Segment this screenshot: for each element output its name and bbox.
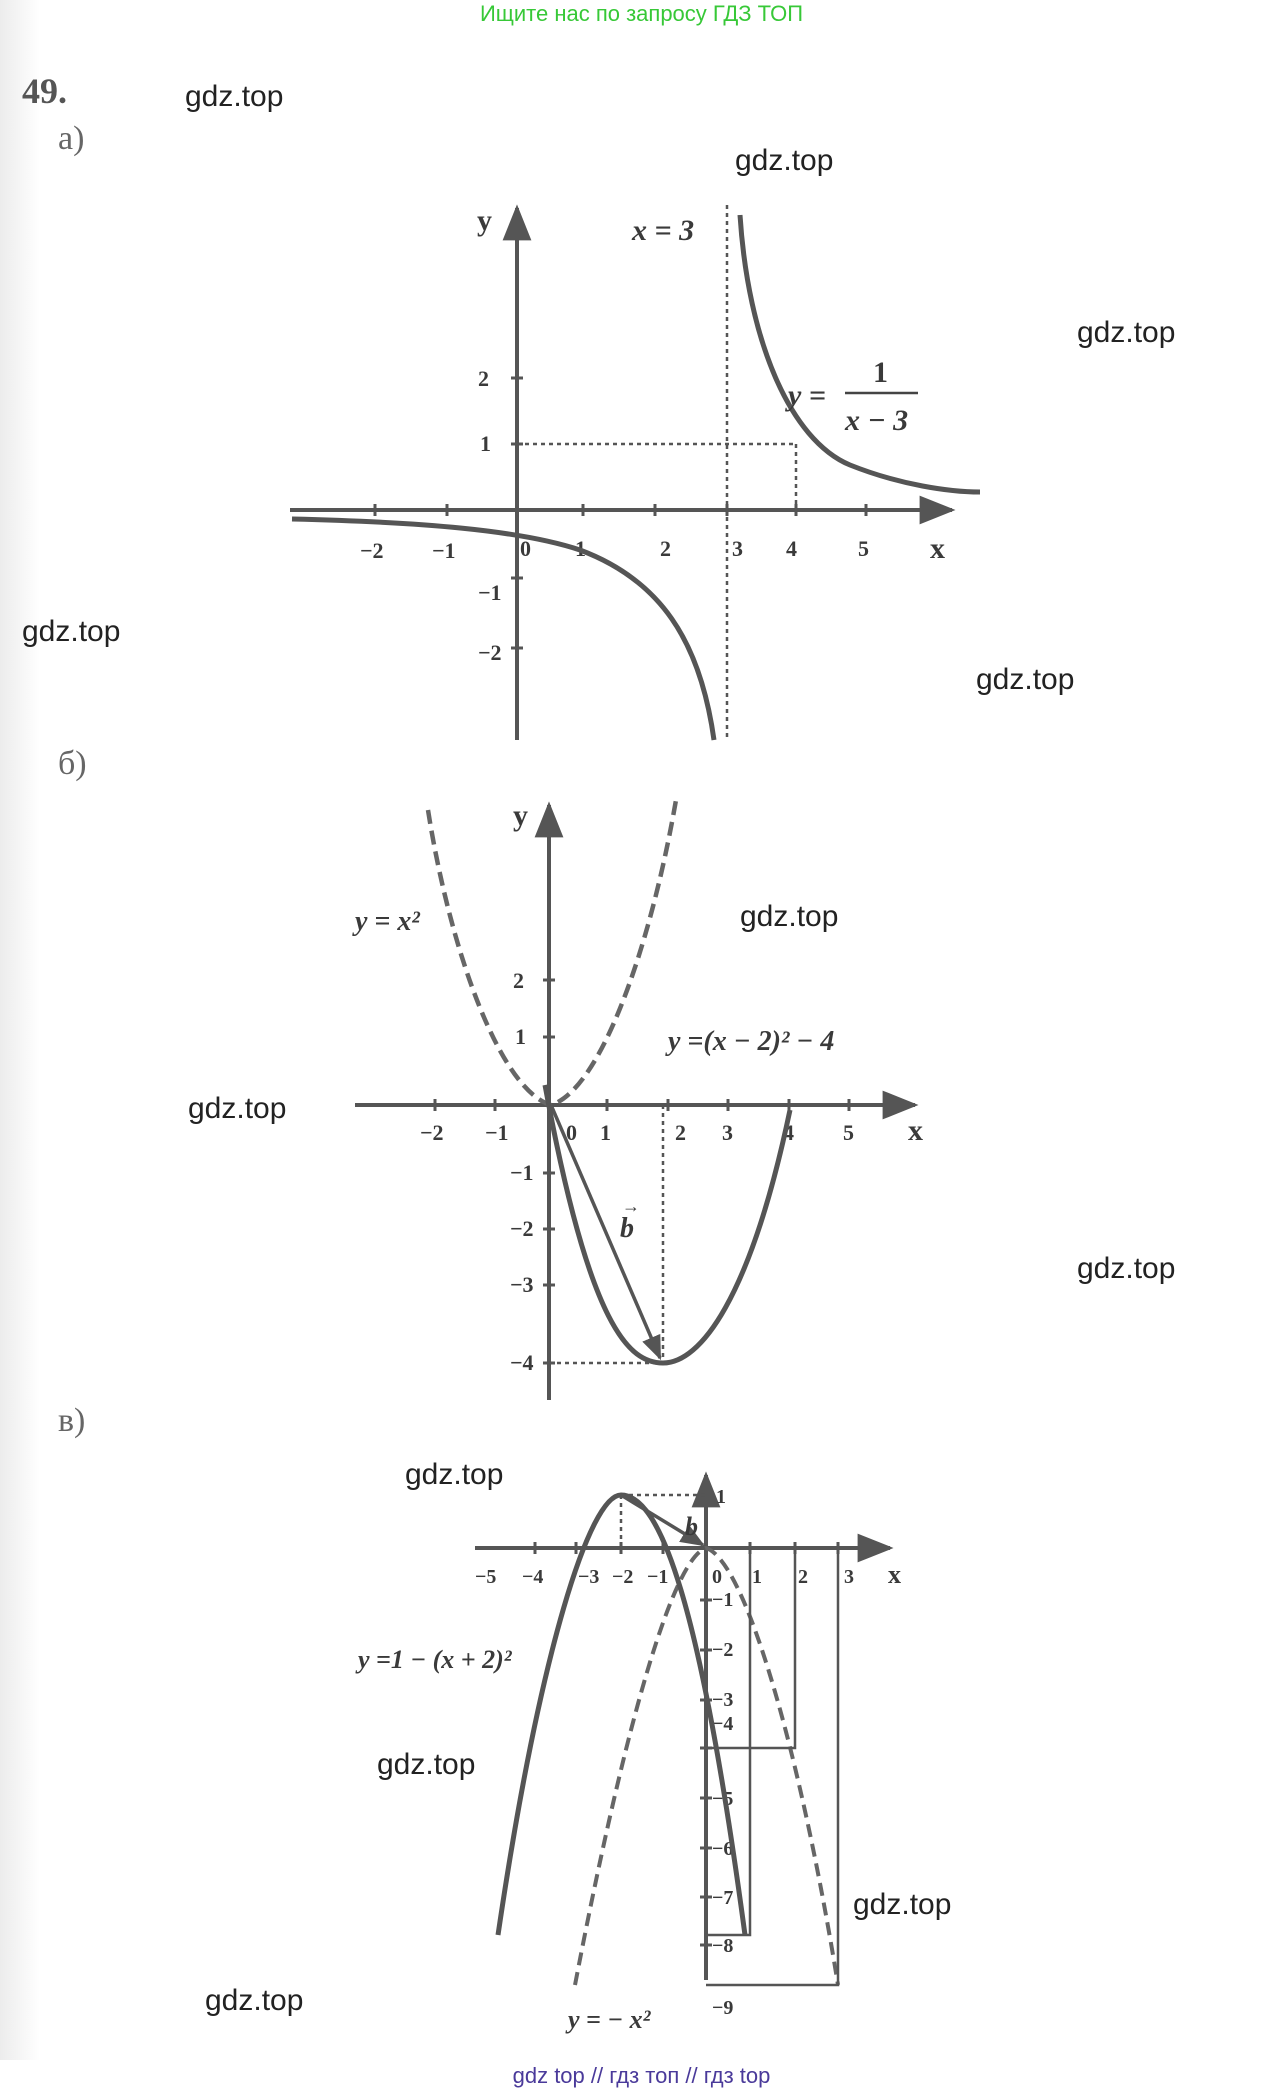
graph-a-xtick-5: 3 (732, 536, 743, 561)
graph-v-ytick-9: −9 (712, 1997, 734, 2019)
graph-v-x-label: x (888, 1560, 901, 1589)
graph-v-ytick-7: −7 (712, 1887, 734, 1909)
search-banner[interactable]: Ищите нас по запросу ГДЗ ТОП (479, 1, 804, 26)
watermark: gdz.top (185, 80, 284, 113)
graph-a-x-label: x (930, 532, 945, 565)
graph-b-vector-arrow: → (622, 1196, 640, 1216)
graph-b-ytick-1: 1 (515, 1024, 526, 1049)
graph-b-xtick-0: −2 (420, 1120, 444, 1145)
graph-b-ytick-0: 2 (513, 968, 524, 993)
graph-v-xtick-6: 1 (752, 1566, 762, 1588)
graph-v-ytick-0: 1 (716, 1486, 726, 1508)
graph-a-ytick-3: −2 (478, 640, 502, 665)
graph-a-ytick-1: 1 (480, 431, 491, 456)
graph-a-asymptote-label: x = 3 (632, 214, 695, 247)
graph-b-curve-x-squared (428, 800, 676, 1105)
watermark: gdz.top (853, 1888, 952, 1921)
watermark: gdz.top (740, 900, 839, 933)
watermark: gdz.top (188, 1092, 287, 1125)
graph-v-xtick-3: −2 (612, 1566, 634, 1588)
graph-b-ytick-3: −2 (510, 1216, 534, 1241)
graph-a-xtick-2: 0 (520, 536, 531, 561)
graph-b (352, 799, 923, 1400)
graph-b-ytick-5: −4 (510, 1350, 534, 1375)
graph-b-xtick-1: −1 (485, 1120, 509, 1145)
part-a-label: а) (58, 120, 85, 157)
graph-a-ytick-0: 2 (478, 366, 489, 391)
graph-v-xtick-1: −4 (522, 1566, 544, 1588)
watermark: gdz.top (405, 1458, 504, 1491)
graph-b-y-label: y (513, 799, 528, 832)
watermark: gdz.top (377, 1748, 476, 1781)
graph-a-curve-right (740, 215, 980, 492)
graph-b-curve1-label: y = x² (355, 906, 420, 937)
watermark: gdz.top (205, 1984, 304, 2017)
graph-v-xtick-7: 2 (798, 1566, 808, 1588)
graph-b-xtick-3: 1 (600, 1120, 611, 1145)
graph-v-ytick-8: −8 (712, 1935, 734, 1957)
graph-b-ytick-4: −3 (510, 1272, 534, 1297)
graph-a-xtick-1: −1 (432, 538, 456, 563)
watermark: gdz.top (976, 663, 1075, 696)
graph-v-xtick-5: 0 (712, 1566, 722, 1588)
graph-b-curve-shifted (545, 1085, 790, 1363)
graph-a-function-den: x − 3 (845, 404, 909, 437)
graph-b-curve2-label: y =(x − 2)² − 4 (668, 1026, 835, 1057)
problem-number: 49. (22, 71, 67, 111)
part-b-label: б) (58, 745, 87, 782)
graph-v-xtick-8: 3 (844, 1566, 854, 1588)
graph-b-xtick-4: 2 (675, 1120, 686, 1145)
graph-b-vector-label: b (620, 1213, 634, 1244)
watermark: gdz.top (1077, 316, 1176, 349)
footer-links[interactable]: gdz top // гдз топ // гдз top (512, 2063, 771, 2088)
graph-v-curve1-label: y =1 − (x + 2)² (358, 1645, 512, 1674)
graph-v-vector-label: b (685, 1512, 698, 1541)
part-v-label: в) (58, 1402, 86, 1439)
graph-a-curve-left (292, 519, 714, 740)
graph-a-function-lhs: y = (788, 379, 826, 412)
graph-v-xtick-0: −5 (475, 1566, 497, 1588)
graph-a-function-num: 1 (873, 356, 888, 389)
graph-v-ytick-5: −5 (712, 1788, 734, 1810)
watermark: gdz.top (1077, 1252, 1176, 1285)
graph-a-y-label: y (477, 204, 492, 237)
graph-b-xtick-2: 0 (566, 1120, 577, 1145)
graph-b-xtick-6: 4 (783, 1120, 794, 1145)
graph-a (290, 204, 980, 740)
graph-b-x-label: x (908, 1114, 923, 1147)
graph-v-xtick-2: −3 (578, 1566, 600, 1588)
graph-v-ytick-6: −6 (712, 1838, 734, 1860)
graph-a-xtick-3: 1 (575, 536, 586, 561)
graph-a-xtick-4: 2 (660, 536, 671, 561)
watermark: gdz.top (735, 144, 834, 177)
graph-v-ytick-3: −3 (712, 1689, 734, 1711)
graph-a-xtick-6: 4 (786, 536, 797, 561)
graph-v-xtick-4: −1 (647, 1566, 669, 1588)
graph-v-curve2-label: y = − x² (568, 2005, 651, 2034)
graph-b-xtick-7: 5 (843, 1120, 854, 1145)
graph-a-xtick-7: 5 (858, 536, 869, 561)
graph-b-xtick-5: 3 (722, 1120, 733, 1145)
graph-b-ytick-2: −1 (510, 1160, 534, 1185)
watermark: gdz.top (22, 615, 121, 648)
graph-a-ytick-2: −1 (478, 580, 502, 605)
graph-a-xtick-0: −2 (360, 538, 384, 563)
graph-v-ytick-1: −1 (712, 1589, 734, 1611)
graph-v-ytick-4: −4 (712, 1713, 734, 1735)
graph-v-ytick-2: −2 (712, 1639, 734, 1661)
